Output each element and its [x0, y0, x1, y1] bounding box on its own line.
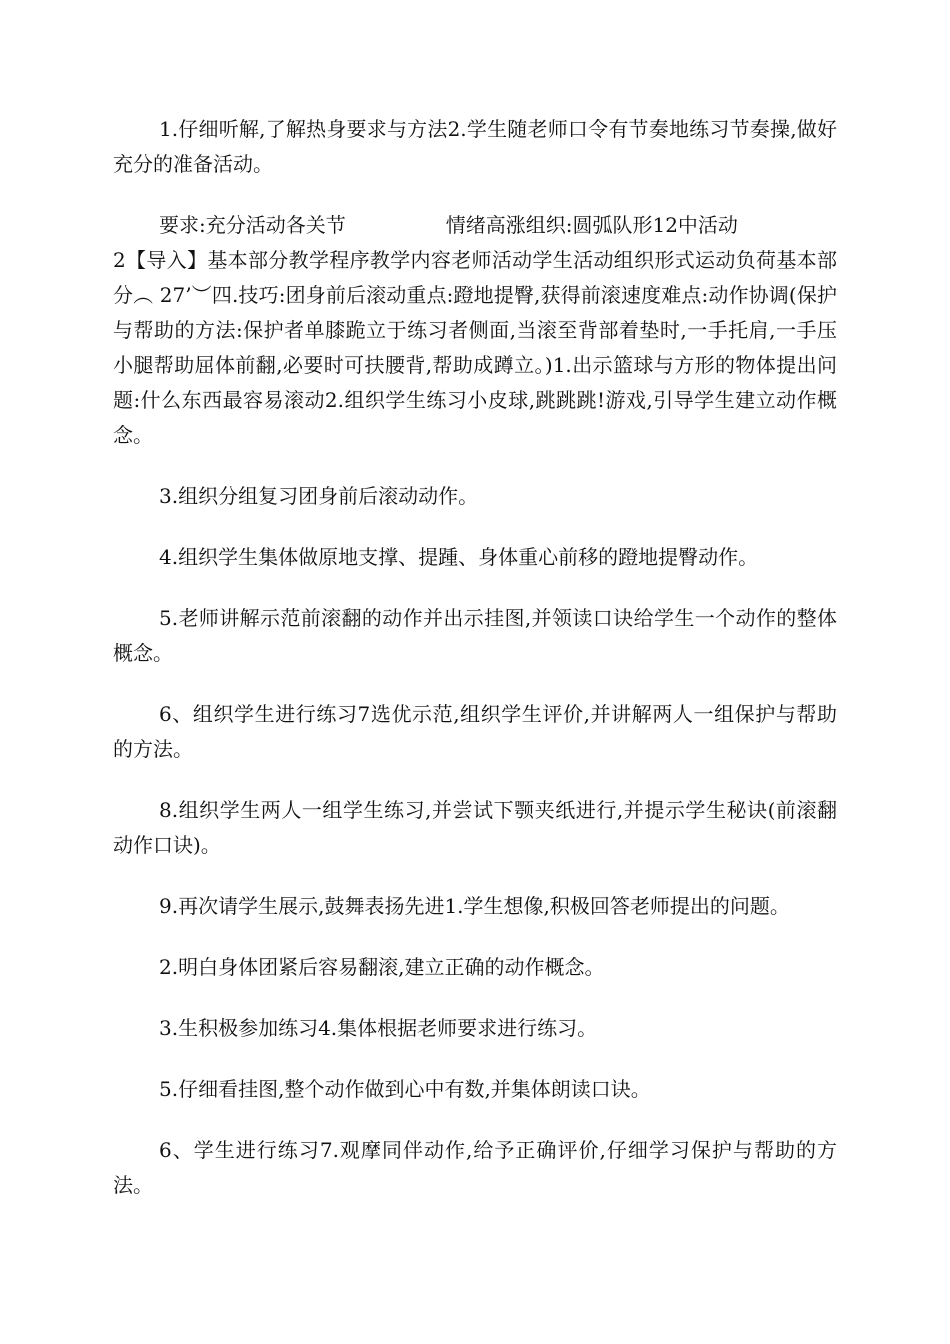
paragraph-student-6: 6、学生进行练习7.观摩同伴动作,给予正确评价,仔细学习保护与帮助的方法。 [113, 1138, 837, 1197]
paragraph-student-3: 3.生积极参加练习4.集体根据老师要求进行练习。 [159, 1016, 598, 1040]
paragraph-5: 5.老师讲解示范前滚翻的动作并出示挂图,并领读口诀给学生一个动作的整体概念。 [113, 606, 837, 665]
paragraph-warmup: 1.仔细听解,了解热身要求与方法2.学生随老师口令有节奏地练习节奏操,做好充分的准备活动。 [113, 117, 837, 176]
requirement-right: 情绪高涨组织:圆弧队形12中活动 [445, 213, 738, 237]
document-body [113, 112, 837, 1229]
paragraph-9: 9.再次请学生展示,鼓舞表扬先进1.学生想像,积极回答老师提出的问题。 [159, 894, 790, 918]
paragraph-8: 8.组织学生两人一组学生练习,并尝试下颚夹纸进行,并提示学生秘诀(前滚翻动作口诀)。 [113, 798, 837, 857]
paragraph-3: 3.组织分组复习团身前后滚动动作。 [159, 484, 479, 508]
paragraph-6: 6、组织学生进行练习7选优示范,组织学生评价,并讲解两人一组保护与帮助的方法。 [113, 702, 837, 761]
paragraph-4: 4.组织学生集体做原地支撑、提踵、身体重心前移的蹬地提臀动作。 [159, 545, 759, 569]
requirement-line [113, 208, 837, 243]
paragraph-student-2: 2.明白身体团紧后容易翻滚,建立正确的动作概念。 [159, 955, 605, 979]
requirement-left: 要求:充分活动各关节 [159, 213, 346, 237]
paragraph-basic-part: 2【导入】基本部分教学程序教学内容老师活动学生活动组织形式运动负荷基本部分︵ 27’︶四.技巧:团身前后滚动重点:蹬地提臀,获得前滚速度难点:动作协调(保护与帮助的方法:保护者单膝跪立于练习者侧面,当滚至背部着垫时,一手托肩,一手压小腿帮助屈体前翻,必要时可扶腰背,帮助成蹲立。)1.出示篮球与方形的物体提出问题:什么东西最容易滚动2.组织学生练习小皮球,跳跳跳!游戏,引导学生建立动作概念。 [113, 248, 837, 447]
paragraph-student-5: 5.仔细看挂图,整个动作做到心中有数,并集体朗读口诀。 [159, 1077, 651, 1101]
